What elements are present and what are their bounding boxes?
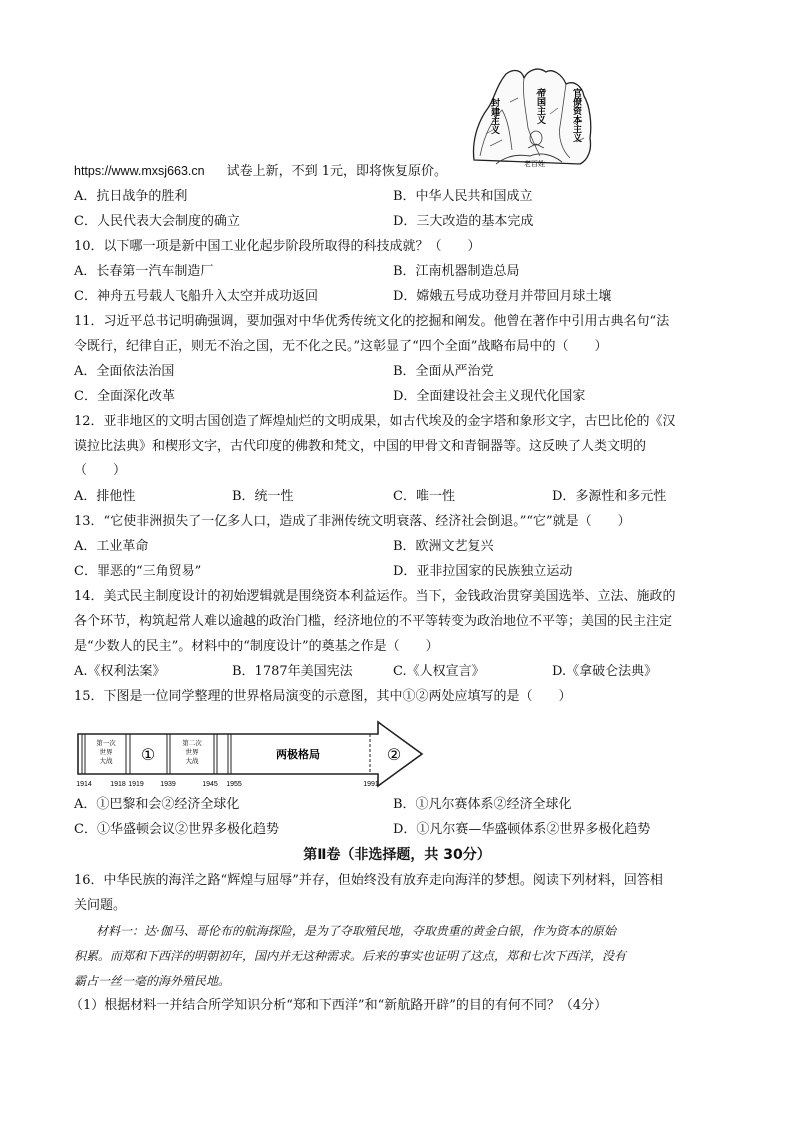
year-1945: 1945 (202, 781, 218, 788)
q12-option-d: D．多源性和多元性 (552, 489, 667, 504)
bipolar-label: 两极格局 (276, 748, 320, 761)
blank-2: ② (386, 745, 402, 764)
ww1-label-1: 第一次 (96, 739, 116, 747)
q14-option-c: C.《人权宣言》 (393, 664, 485, 679)
q11-option-b: B．全面从严治党 (393, 364, 494, 379)
year-1991: 1991 (363, 781, 379, 788)
q11-stem-line1: 11．习近平总书记明确强调，要加强对中华优秀传统文化的挖掘和阐发。他曾在著作中引用古典名句“法 (74, 314, 670, 329)
q13-option-c: C．罪恶的“三角贸易” (74, 564, 202, 579)
q13-option-d: D．亚非拉国家的民族独立运动 (393, 564, 573, 579)
year-1914: 1914 (76, 781, 92, 788)
q15-option-d: D．①凡尔赛—华盛顿体系②世界多极化趋势 (393, 822, 651, 837)
cartoon-label-people: 老百姓 (524, 160, 545, 168)
q13-option-a: A．工业革命 (74, 539, 149, 554)
q16-stem-line1: 16．中华民族的海洋之路“辉煌与屈辱”并存，但始终没有放弃走向海洋的梦想。阅读下列材料，回答相 (74, 873, 663, 888)
q15-option-b: B．①凡尔赛体系②经济全球化 (393, 797, 572, 812)
q10-option-a: A．长春第一汽车制造厂 (74, 264, 214, 279)
year-1919: 1919 (128, 781, 144, 788)
q14-option-a: A.《权利法案》 (74, 664, 166, 679)
q9-option-c: C．人民代表大会制度的确立 (74, 214, 240, 229)
q15-stem: 15．下图是一位同学整理的世界格局演变的示意图，其中①②两处应填写的是（ ） (74, 689, 572, 704)
q9-option-b: B．中华人民共和国成立 (393, 189, 533, 204)
ww1-label-2: 世界 (99, 748, 113, 756)
section-2-title: 第Ⅱ卷（非选择题，共 30分） (303, 847, 491, 863)
year-1939: 1939 (160, 781, 176, 788)
year-1955: 1955 (226, 781, 242, 788)
q16-material1-line1: 材料一：达·伽马、哥伦布的航海探险，是为了夺取殖民地，夺取贵重的黄金白银，作为资本的原始 (96, 924, 616, 938)
ww1-label-3: 大战 (99, 757, 113, 765)
q15-option-a: A．①巴黎和会②经济全球化 (74, 797, 240, 812)
ww2-label-3: 大战 (185, 757, 199, 765)
header-notice: 试卷上新，不到 1元，即将恢复原价。 (226, 164, 448, 179)
cartoon-label-imperialism: 帝国主义 (535, 88, 545, 124)
cartoon-three-mountains (466, 64, 602, 168)
q12-stem-line1: 12．亚非地区的文明古国创造了辉煌灿烂的文明成果，如古代埃及的金字塔和象形文字，古巴比伦的《汉 (74, 414, 676, 429)
q11-option-d: D．全面建设社会主义现代化国家 (393, 389, 586, 404)
q9-option-a: A．抗日战争的胜利 (74, 189, 188, 204)
q16-subquestion-1: （1）根据材料一并结合所学知识分析“郑和下西洋”和“新航路开辟”的目的有何不同？（4分） (70, 998, 608, 1013)
q16-stem-line2: 关问题。 (74, 898, 127, 913)
q11-option-a: A．全面依法治国 (74, 364, 175, 379)
q11-option-c: C．全面深化改革 (74, 389, 175, 404)
q11-stem-line2: 令既行，纪律自正，则无不治之国，无不化之民。”这彰显了“四个全面”战略布局中的（ ） (74, 339, 608, 354)
q12-stem-line2: 谟拉比法典》和楔形文字，古代印度的佛教和梵文，中国的甲骨文和青铜器等。这反映了人类文明的 (74, 439, 647, 454)
q14-stem-line2: 各个环节，构筑起常人难以逾越的政治门槛，经济地位的不平等转变为政治地位不平等；美国的民主注定 (74, 614, 673, 629)
q9-option-d: D．三大改造的基本完成 (393, 214, 534, 229)
q10-stem: 10．以下哪一项是新中国工业化起步阶段所取得的科技成就？（ ） (74, 239, 481, 254)
year-1918: 1918 (110, 781, 126, 788)
header-line (74, 163, 447, 180)
q13-option-b: B．欧洲文艺复兴 (393, 539, 494, 554)
q14-stem-line3: 是“少数人的民主”。材料中的“制度设计”的奠基之作是（ ） (74, 639, 439, 654)
q14-option-b: B．1787年美国宪法 (232, 664, 353, 679)
q12-option-a: A．排他性 (74, 489, 136, 504)
q13-stem: 13．“它使非洲损失了一亿多人口，造成了非洲传统文明衰落、经济社会倒退。”“它”就是（ ） (74, 514, 631, 529)
world-order-timeline (74, 718, 426, 790)
q14-option-d: D.《拿破仑法典》 (552, 664, 658, 679)
q14-stem-line1: 14．美式民主制度设计的初始逻辑就是围绕资本利益运作。当下，金钱政治贯穿美国选举、立法、施政的 (74, 589, 676, 604)
ww2-label-2: 世界 (185, 748, 199, 756)
cartoon-label-feudalism: 封建主义 (489, 98, 499, 134)
q12-option-c: C．唯一性 (393, 489, 455, 504)
blank-1: ① (140, 745, 156, 764)
q12-stem-line3: （ ） (74, 463, 127, 478)
q12-option-b: B．统一性 (232, 489, 294, 504)
mountains-illustration (466, 64, 602, 168)
cartoon-label-bureaucrat-capitalism: 官僚资本主义 (571, 88, 581, 142)
q16-material1-line2: 积累。而郑和下西洋的明朝初年，国内并无这种需求。后来的事实也证明了这点，郑和七次下西洋，没有 (74, 949, 627, 963)
site-url[interactable]: https://www.mxsj663.cn (74, 164, 205, 178)
q10-option-b: B．江南机器制造总局 (393, 264, 520, 279)
q10-option-d: D．嫦娥五号成功登月并带回月球土壤 (393, 289, 612, 304)
q16-material1-line3: 霸占一丝一毫的海外殖民地。 (74, 974, 231, 988)
ww2-label-1: 第二次 (182, 739, 202, 747)
q15-option-c: C．①华盛顿会议②世界多极化趋势 (74, 822, 279, 837)
q10-option-c: C．神舟五号载人飞船升入太空并成功返回 (74, 289, 318, 304)
